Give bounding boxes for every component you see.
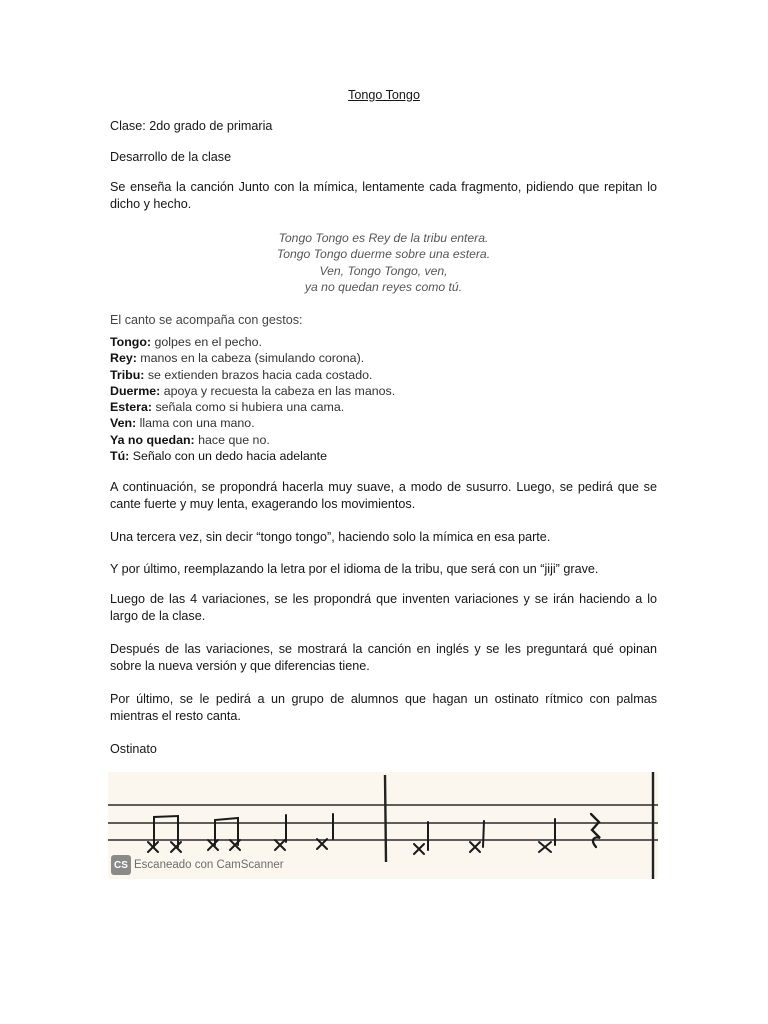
gesture-term: Ya no quedan: [110, 432, 195, 447]
lyric-line: Tongo Tongo duerme sobre una estera. [276, 247, 491, 262]
camscanner-watermark [111, 854, 284, 876]
gesture-desc: se extienden brazos hacia cada costado. [144, 367, 373, 382]
lyric-line: Tongo Tongo es Rey de la tribu entera. [278, 231, 489, 245]
paragraph-variation-4: Y por último, reemplazando la letra por el idioma de la tribu, que será con un “jiji” grave. [110, 562, 599, 576]
gesture-item [110, 367, 657, 383]
gesture-desc: apoya y recuesta la cabeza en las manos. [160, 383, 396, 398]
x-notehead [208, 840, 218, 850]
paragraph-ostinato: Por último, se le pedirá a un grupo de alumnos que hagan un ostinato rítmico con palmas mientras el resto canta. [110, 692, 657, 723]
gesture-desc: llama con una mano. [136, 416, 255, 431]
gesture-item [110, 383, 657, 399]
x-notehead [275, 840, 285, 850]
paragraph-variation-3: Una tercera vez, sin decir “tongo tongo”, haciendo solo la mímica en esa parte. [110, 530, 551, 544]
gesture-desc: golpes en el pecho. [151, 335, 262, 349]
watermark-text: Escaneado con CamScanner [134, 859, 284, 871]
gesture-term: Tú: [110, 449, 130, 464]
gesture-item [110, 415, 657, 431]
lyric-line: ya no quedan reyes como tú. [304, 279, 463, 294]
section-heading: Desarrollo de la clase [110, 150, 232, 164]
gesture-item [110, 448, 657, 464]
gesture-term: Tribu: [110, 367, 145, 382]
camscanner-logo-icon: CS [111, 855, 131, 875]
gestures-heading: El canto se acompaña con gestos: [110, 313, 303, 327]
bar-line [385, 775, 386, 862]
song-lyrics [110, 230, 657, 295]
ostinato-rhythm-image [108, 772, 658, 879]
gesture-item [110, 432, 657, 448]
document-title: Tongo Tongo [348, 88, 420, 102]
x-notehead [414, 844, 424, 854]
gesture-desc: manos en la cabeza (simulando corona). [136, 351, 365, 366]
quarter-note-stem [483, 821, 484, 847]
paragraph-invent: Luego de las 4 variaciones, se les propondrá que inventen variaciones y se irán haciendo a lo largo de la clase. [110, 592, 657, 623]
intro-paragraph: Se enseña la canción Junto con la mímica, lentamente cada fragmento, pidiendo que repitan lo dicho y hecho. [110, 180, 657, 211]
gesture-desc: señala como si hubiera una cama. [152, 400, 345, 415]
gesture-item [110, 334, 657, 350]
gestures-list [110, 334, 657, 464]
gesture-term: Estera: [110, 400, 153, 415]
gesture-item [110, 399, 657, 415]
ostinato-heading: Ostinato [110, 742, 157, 756]
gesture-term: Duerme: [110, 383, 161, 398]
gesture-desc: hace que no. [194, 432, 270, 447]
x-notehead [539, 842, 551, 852]
gesture-term: Tongo: [110, 335, 152, 349]
gesture-term: Rey: [110, 351, 137, 366]
gesture-desc: Señalo con un dedo hacia adelante [129, 449, 327, 464]
paragraph-variation-1: A continuación, se propondrá hacerla muy suave, a modo de susurro. Luego, se pedirá que se cante fuerte y muy lenta, exagerando los movimientos. [110, 480, 657, 511]
x-notehead [171, 842, 181, 852]
lyric-line: Ven, Tongo Tongo, ven, [319, 263, 448, 278]
quarter-rest [591, 814, 600, 847]
x-notehead [470, 842, 480, 852]
paragraph-english: Después de las variaciones, se mostrará la canción en inglés y se les preguntará qué opinan sobre la nueva versión y que diferencias tiene. [110, 642, 657, 673]
class-line: Clase: 2do grado de primaria [110, 119, 273, 133]
gesture-item [110, 350, 657, 366]
gesture-term: Ven: [110, 416, 137, 431]
